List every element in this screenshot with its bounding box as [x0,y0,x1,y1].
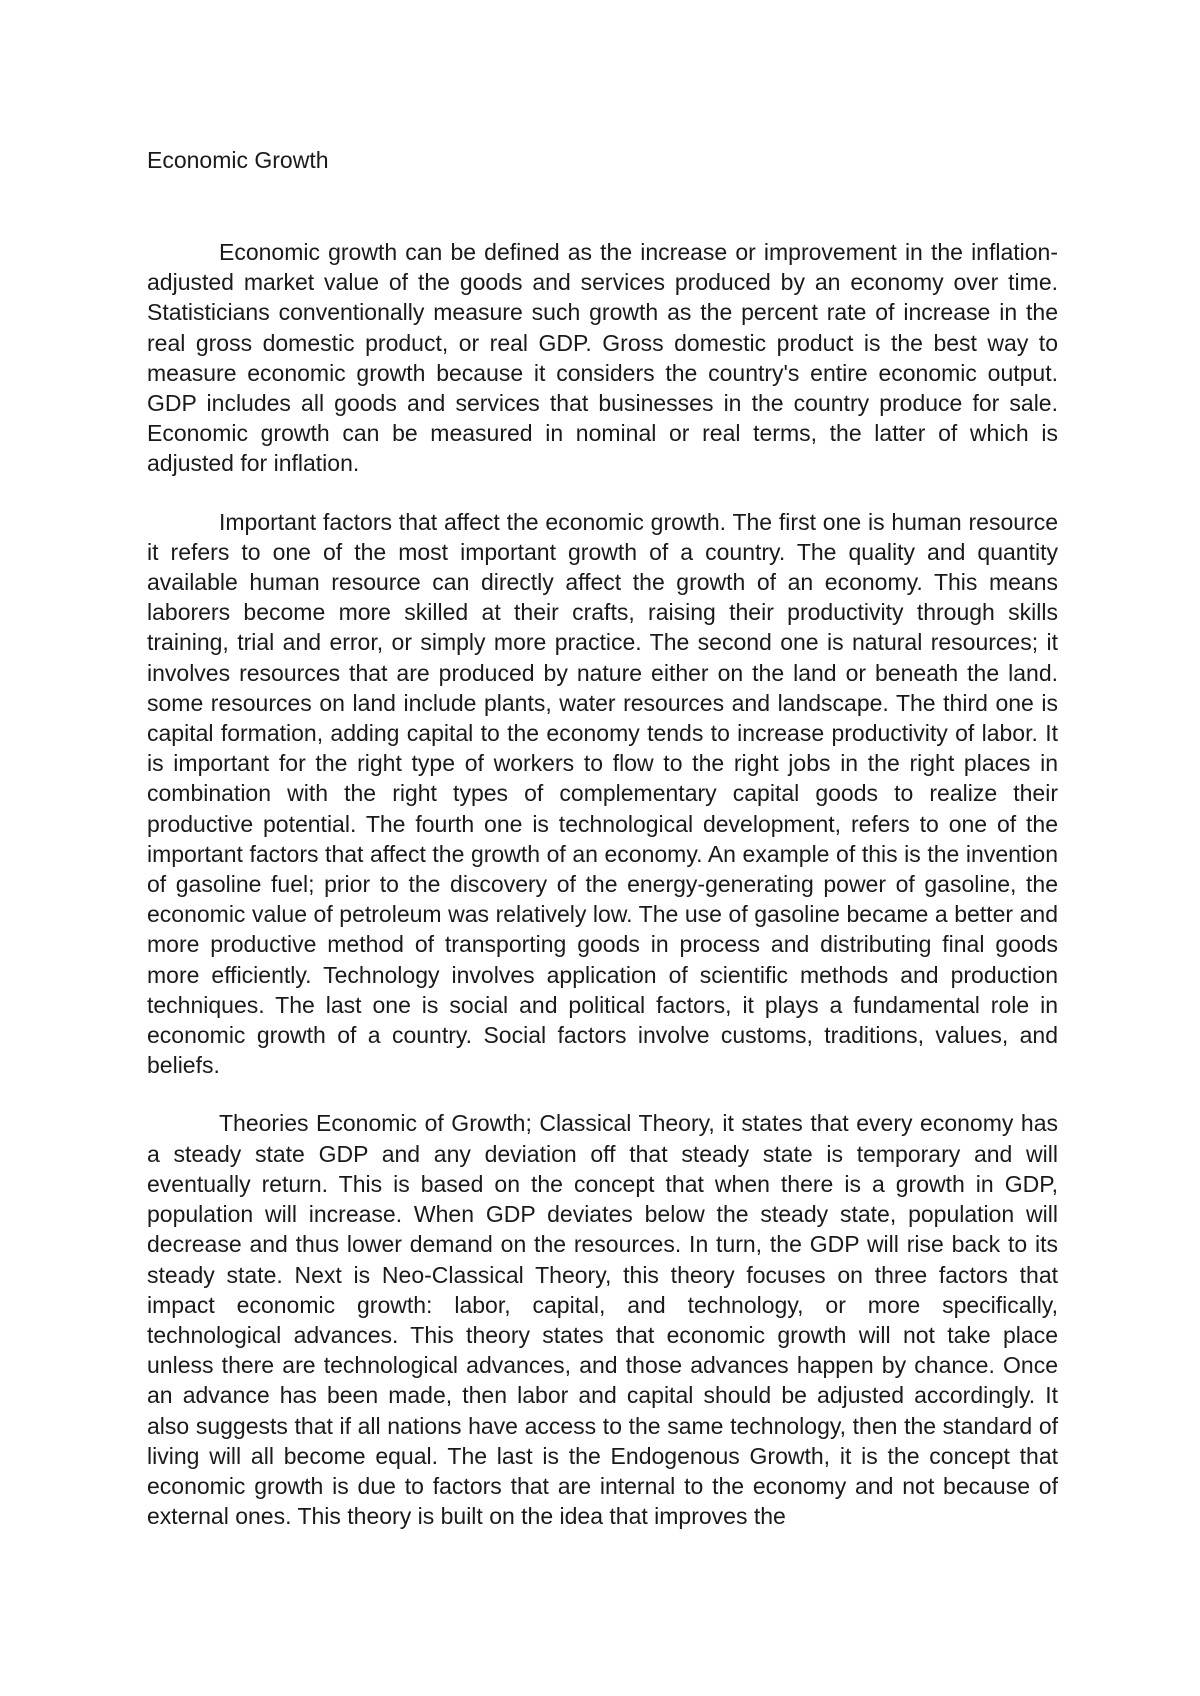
paragraph-definition: Economic growth can be defined as the increase or improvement in the inflation-adjusted market value of the goods and services produced by an economy over time. Statisticians conventionally measure such growth as the percent rate of increase in the real gross domestic product, or real GDP. Gross domestic product is the best way to measure economic growth because it considers the country's entire economic output. GDP includes all goods and services that businesses in the country produce for sale. Economic growth can be measured in nominal or real terms, the latter of which is adjusted for inflation. [147,239,1058,477]
document-body [147,237,1058,1559]
paragraph-theories: Theories Economic of Growth; Classical Theory, it states that every economy has a steady state GDP and any deviation off that steady state is temporary and will eventually return. This is based on the concept that when there is a growth in GDP, population will increase. When GDP deviates below the steady state, population will decrease and thus lower demand on the resources. In turn, the GDP will rise back to its steady state. Next is Neo-Classical Theory, this theory focuses on three factors that impact economic growth: labor, capital, and technology, or more specifically, technological advances. This theory states that economic growth will not take place unless there are technological advances, and those advances happen by chance. Once an advance has been made, then labor and capital should be adjusted accordingly. It also suggests that if all nations have access to the same technology, then the standard of living will all become equal. The last is the Endogenous Growth, it is the concept that economic growth is due to factors that are internal to the economy and not because of external ones. This theory is built on the idea that improves the [147,1110,1058,1530]
paragraph-factors: Important factors that affect the economic growth. The first one is human resource it refers to one of the most important growth of a country. The quality and quantity available human resource can directly affect the growth of an economy. This means laborers become more skilled at their crafts, raising their productivity through skills training, trial and error, or simply more practice. The second one is natural resources; it involves resources that are produced by nature either on the land or beneath the land. some resources on land include plants, water resources and landscape. The third one is capital formation, adding capital to the economy tends to increase productivity of labor. It is important for the right type of workers to flow to the right jobs in the right places in combination with the right types of complementary capital goods to realize their productive potential. The fourth one is technological development, refers to one of the important factors that affect the growth of an economy. An example of this is the invention of gasoline fuel; prior to the discovery of the energy-generating power of gasoline, the economic value of petroleum was relatively low. The use of gasoline became a better and more productive method of transporting goods in process and distributing final goods more efficiently. Technology involves application of scientific methods and production techniques. The last one is social and political factors, it plays a fundamental role in economic growth of a country. Social factors involve customs, traditions, values, and beliefs. [147,508,1058,1079]
document-title: Economic Growth [147,147,329,173]
